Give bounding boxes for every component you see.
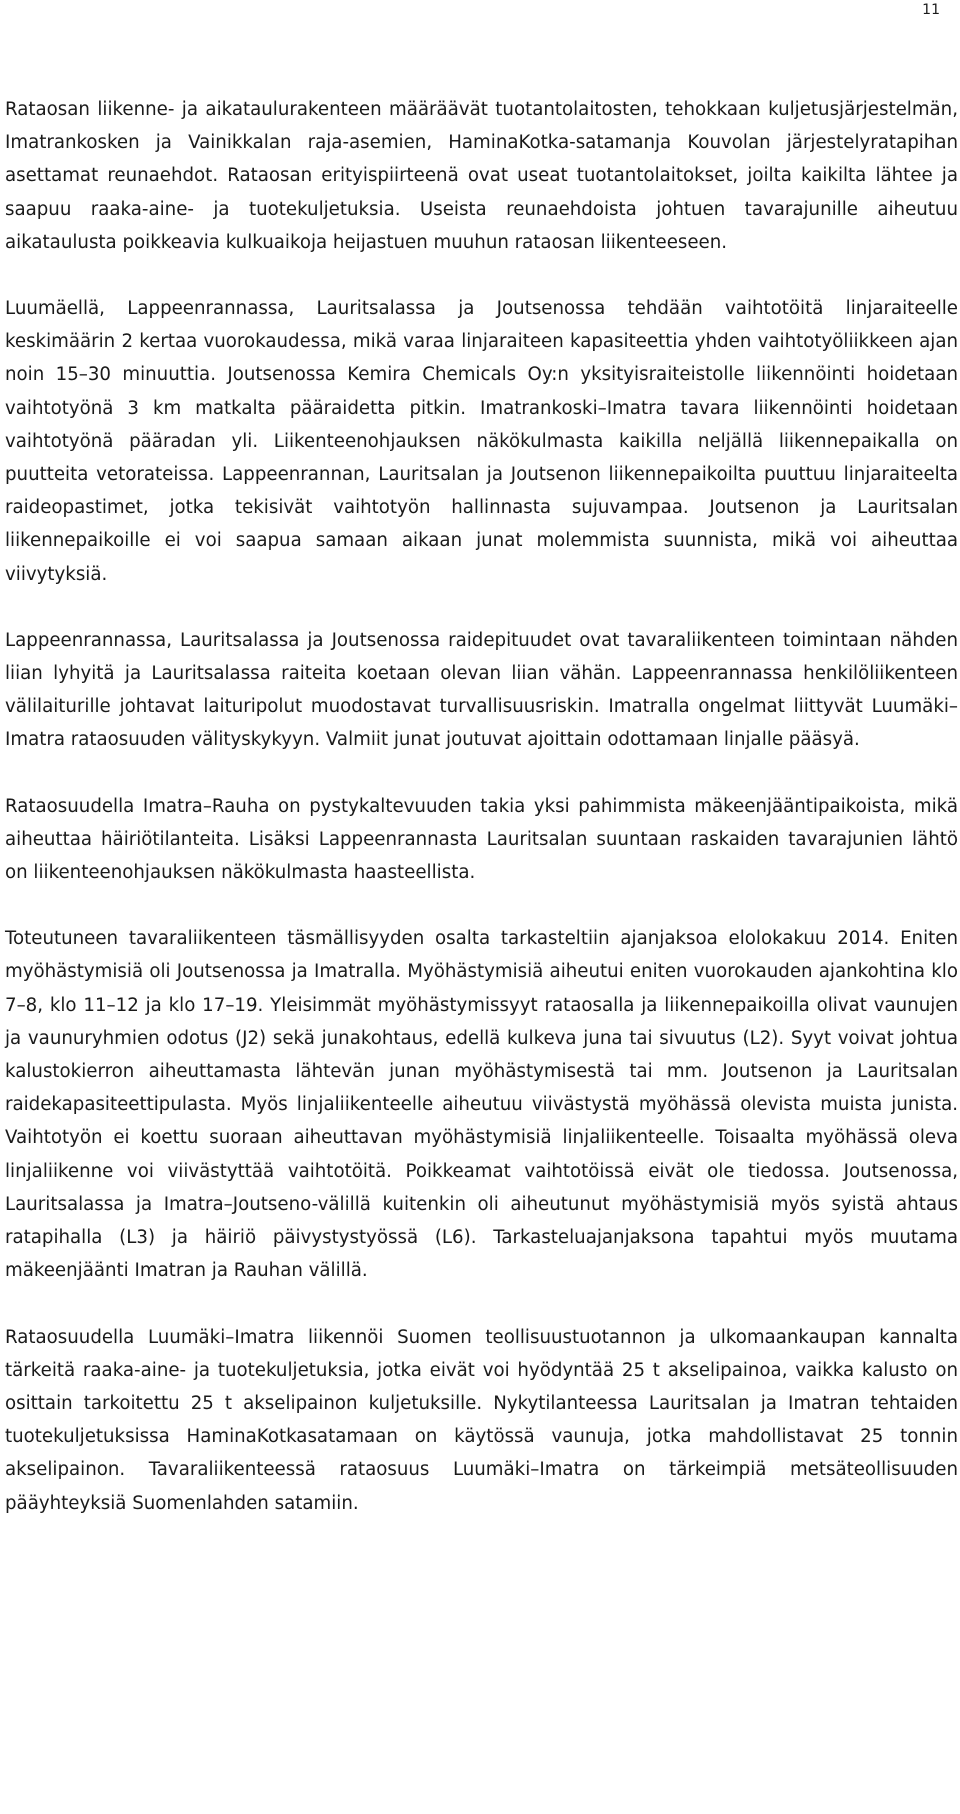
paragraph-axle-load: Rataosuudella Luumäki–Imatra liikennöi Suomen teollisuustuotannon ja ulkomaankaupan kannalta tärkeitä raaka-aine- ja tuotekuljetuksia, jotka eivät voi hyödyntää 25 t akselipainoa, vaikka kalusto on osittain tarkoitettu 25 t akselipainon kuljetuksille. Nykytilanteessa Lauritsalan ja Imatran tehtaiden tuotekuljetuksissa HaminaKotkasatamaan on käytössä vaunuja, jotka mahdollistavat 25 tonnin akselipainon. Tavaraliikenteessä rataosuus Luumäki–Imatra on tärkeimpiä metsäteollisuuden pääyhteyksiä Suomenlahden satamiin. bbox=[5, 1326, 958, 1514]
paragraph-rail-traffic-constraints: Rataosan liikenne- ja aikataulurakenteen määräävät tuotantolaitosten, tehokkaan kuljetusjärjestelmän, Imatrankosken ja Vainikkalan raja-asemien, HaminaKotka-satamanja Kouvolan järjestelyratapihan asettamat reunaehdot. Rataosan erityispiirteenä ovat useat tuotantolaitokset, joilta kaikilta lähtee ja saapuu raaka-aine- ja tuotekuljetuksia. Useista reunaehdoista johtuen tavarajunille aiheutuu aikataulusta poikkeavia kulkuaikoja heijastuen muuhun rataosan liikenteeseen. bbox=[5, 99, 958, 253]
paragraph-track-lengths: Lappeenrannassa, Lauritsalassa ja Joutsenossa raidepituudet ovat tavaraliikenteen toimintaan nähden liian lyhyitä ja Lauritsalassa raiteita koetaan olevan liian vähän. Lappeenrannassa henkilöliikenteen välilaiturille johtavat laituripolut muodostavat turvallisuusriskin. Imatralla ongelmat liittyvät Luumäki–Imatra rataosuuden välityskykyyn. Valmiit junat joutuvat ajoittain odottamaan linjalle pääsyä. bbox=[5, 629, 958, 751]
page-number: 11 bbox=[922, 2, 940, 18]
body-text bbox=[5, 93, 958, 1520]
paragraph-punctuality-analysis: Toteutuneen tavaraliikenteen täsmällisyyden osalta tarkasteltiin ajanjaksoa elolokakuu 2014. Eniten myöhästymisiä oli Joutsenossa ja Imatralla. Myöhästymisiä aiheutui eniten vuorokauden ajankohtina klo 7–8, klo 11–12 ja klo 17–19. Yleisimmät myöhästymissyyt rataosalla ja liikennepaikoilla olivat vaunujen ja vaunuryhmien odotus (J2) sekä junakohtaus, edellä kulkeva juna tai sivuutus (L2). Syyt voivat johtua kalustokierron aiheuttamasta lähtevän junan myöhästymisestä tai mm. Joutsenon ja Lauritsalan raidekapasiteettipulasta. Myös linjaliikenteelle aiheutuu viivästystä myöhässä olevista muista junista. Vaihtotyön ei koettu suoraan aiheuttavan myöhästymisiä linjaliikenteelle. Toisaalta myöhässä oleva linjaliikenne voi viivästyttää vaihtotöitä. Poikkeamat vaihtotöissä eivät ole tiedossa. Joutsenossa, Lauritsalassa ja Imatra–Joutseno-välillä kuitenkin oli aiheutunut myöhästymisiä myös syistä ahtaus ratapihalla (L3) ja häiriö päivystystyössä (L6). Tarkasteluajanjaksona tapahtui myös muutama mäkeenjäänti Imatran ja Rauhan välillä. bbox=[5, 928, 958, 1282]
paragraph-imatra-rauha-gradient: Rataosuudella Imatra–Rauha on pystykaltevuuden takia yksi pahimmista mäkeenjääntipaikoista, mikä aiheuttaa häiriötilanteita. Lisäksi Lappeenrannasta Lauritsalan suuntaan raskaiden tavarajunien lähtö on liikenteenohjauksen näkökulmasta haasteellista. bbox=[5, 795, 958, 884]
paragraph-shunting-work: Luumäellä, Lappeenrannassa, Lauritsalassa ja Joutsenossa tehdään vaihtotöitä linjaraiteelle keskimäärin 2 kertaa vuorokaudessa, mikä varaa linjaraiteen kapasiteettia yhden vaihtotyöliikkeen ajan noin 15–30 minuuttia. Joutsenossa Kemira Chemicals Oy:n yksityisraiteistolle liikennöinti hoidetaan vaihtotyönä 3 km matkalta pääraidetta pitkin. Imatrankoski–Imatra tavara liikennöinti hoidetaan vaihtotyönä pääradan yli. Liikenteenohjauksen näkökulmasta kaikilla neljällä liikennepaikalla on puutteita vetorateissa. Lappeenrannan, Lauritsalan ja Joutsenon liikennepaikoilta puuttuu linjaraiteelta raideopastimet, jotka tekisivät vaihtotyön hallinnasta sujuvampaa. Joutsenon ja Lauritsalan liikennepaikoille ei voi saapua samaan aikaan junat molemmista suunnista, mikä voi aiheuttaa viivytyksiä. bbox=[5, 298, 958, 585]
